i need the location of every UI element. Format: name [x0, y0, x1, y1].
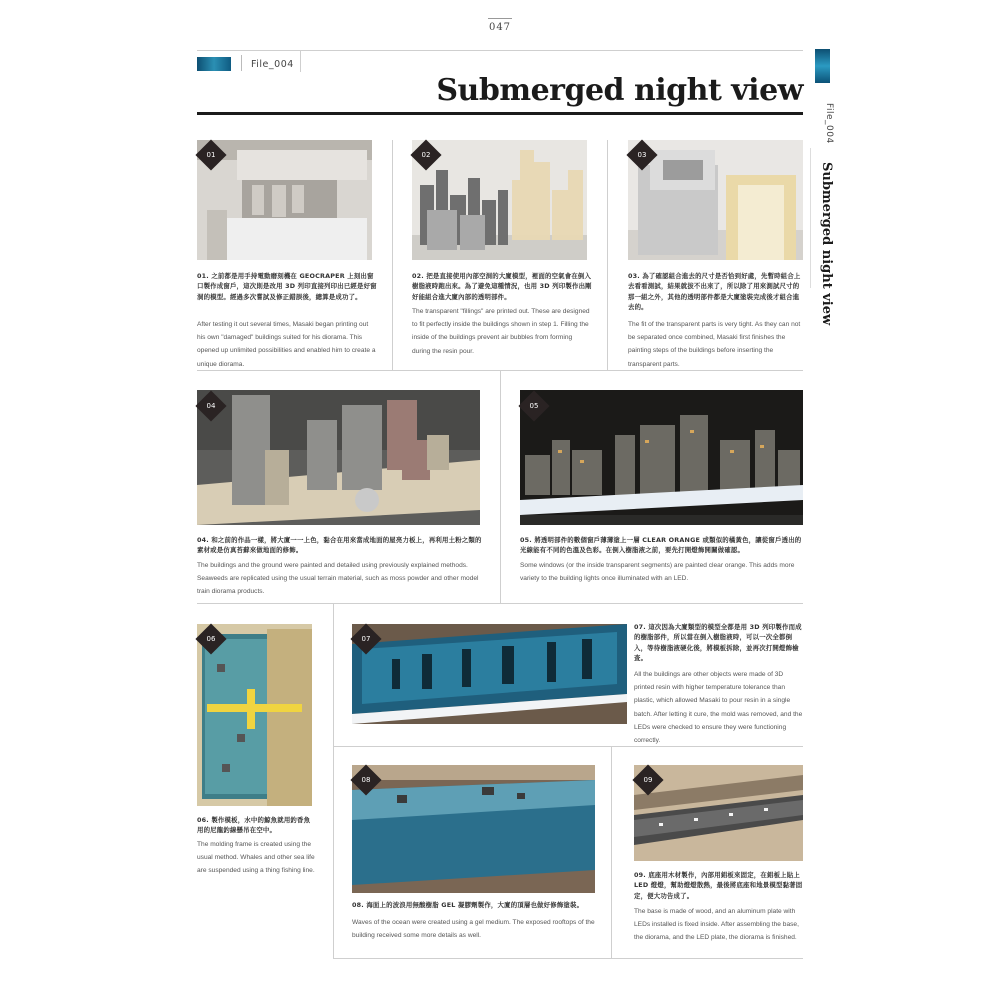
step-badge: 06 — [195, 623, 226, 654]
step-badge: 08 — [350, 764, 381, 795]
side-tab-title: Submerged night view — [819, 162, 834, 326]
grid-divider — [333, 958, 803, 959]
grid-divider — [500, 370, 501, 603]
caption-en: Waves of the ocean were created using a gel medium. The exposed rooftops of the building received some more details as well. — [352, 919, 595, 940]
grid-divider — [392, 140, 393, 370]
file-label-divider — [241, 55, 242, 71]
step-badge: 04 — [195, 390, 226, 421]
caption-zh: 08. 海面上的波浪用無酸樹脂 GEL 凝膠劑製作，大廈的頂層也做好修飾塗裝。 — [352, 901, 584, 909]
photo-07-resin-cast — [352, 624, 627, 724]
title-underline — [197, 112, 803, 115]
step-badge: 09 — [632, 764, 663, 795]
caption-en: After testing it out several times, Masaki began printing out his own "damaged" buildings suited for his diorama. This opened up unlimited possibilities and enabled him to create a unique diorama. — [197, 321, 376, 368]
caption-en: The buildings and the ground were painted and detailed using previously explained methods. Seaweeds are replicated using the usual terrain material, such as moss powder and other model train diorama products. — [197, 562, 479, 596]
caption-zh: 09. 底座用木材製作，內部用鋁板來固定，在鋁板上貼上 LED 燈燈，幫助燈燈散熱，最後將底座和地景模型黏著固定，便大功告成了。 — [634, 871, 803, 900]
caption-en: The fit of the transparent parts is very tight. As they can not be separated once combined, Masaki first finishes the painting steps of the buildings before inserting the transparent parts. — [628, 321, 801, 368]
caption-zh: 04. 和之前的作品一樣，將大廈一一上色，黏合在用來當成地面的屋亮力板上，再利用土粉之類的素材或是仿真苔蘚來做地面的修飾。 — [197, 536, 482, 555]
photo-04-painted-diorama — [197, 390, 480, 525]
caption-en: All the buildings are other objects were made of 3D printed resin with higher temperature tolerance than plastic, which allowed Masaki to pour resin in a single batch. After letting it cure, the mold was removed, and the LEDs were checked to ensure they were functioning correctly. — [634, 671, 803, 745]
caption-en: Some windows (or the inside transparent segments) are painted clear orange. This adds more variety to the building lights once illuminated with an LED. — [520, 562, 795, 583]
caption-en: The transparent "fillings" are printed out. These are designed to fit perfectly inside the buildings shown in step 1. Filling the inside of the buildings prevent air bubbles from forming during the resin pour. — [412, 308, 590, 355]
step-badge: 05 — [518, 390, 549, 421]
page-number-rule — [488, 18, 512, 19]
caption-zh: 05. 將透明部件的數個窗戶薄薄塗上一層 CLEAR ORANGE 或類似的橘黃色，讓從窗戶透出的光線能有不同的色溫及色彩。在倒入樹脂液之前，要先打開燈飾開關做確認。 — [520, 536, 802, 555]
step-badge: 02 — [410, 139, 441, 170]
grid-divider — [607, 140, 608, 370]
caption-zh: 06. 製作模板，水中的鯨魚就用釣香魚用的尼龍釣線懸吊在空中。 — [197, 816, 311, 835]
grid-divider — [197, 603, 803, 604]
photo-05-lit-buildings — [520, 390, 803, 525]
caption-en: The base is made of wood, and an aluminum plate with LEDs installed is fixed inside. After assembling the base, the diorama, and the LED plate, the diorama is finished. — [634, 908, 799, 942]
side-tab-file-label: File_004 — [824, 103, 834, 144]
grid-divider — [611, 746, 612, 958]
caption-zh: 02. 把是直接使用內部空洞的大廈模型，裡面的空氣會在倒入樹脂液時跑出來。為了避免這種情況，也用 3D 列印製作出剛好能組合進大廈內部的透明部件。 — [412, 272, 592, 301]
side-tab-rule — [810, 148, 811, 288]
side-tab-thumbnail — [815, 49, 830, 83]
step-badge: 07 — [350, 623, 381, 654]
header-divider — [300, 50, 301, 72]
caption-zh: 03. 為了確認組合進去的尺寸是否恰到好處，先暫時組合上去看看測試，結果就拔不出來了，所以除了用來測試尺寸的那一組之外，其他的透明部件都是大廈塗裝完成後才組合進去的。 — [628, 272, 801, 312]
header-rule — [197, 50, 803, 51]
photo-08-ocean-surface — [352, 765, 595, 893]
page-number: 047 — [488, 22, 512, 33]
file-label: File_004 — [251, 59, 294, 70]
caption-zh: 07. 這次因為大廈類型的模型全都是用 3D 列印製作而成的樹脂部件，所以當在倒入樹脂液時，可以一次全都倒入，等待樹脂液硬化後，將模板拆除，並再次打開燈飾檢查。 — [634, 623, 802, 663]
caption-zh: 01. 之前都是用手持電動磨刻機在 GEOCRAPER 上刻出窗口製作成窗戶，這次則是改用 3D 列印直接列印出已經是好窗洞的模型。經過多次嘗試及修正錯誤後，總算是成功了。 — [197, 272, 377, 301]
grid-divider — [333, 603, 334, 958]
step-badge: 01 — [195, 139, 226, 170]
step-badge: 03 — [626, 139, 657, 170]
page-title: Submerged night view — [436, 73, 803, 108]
caption-en: The molding frame is created using the usual method. Whales and other sea life are suspended using a thing fishing line. — [197, 841, 315, 875]
file-thumbnail — [197, 57, 231, 71]
